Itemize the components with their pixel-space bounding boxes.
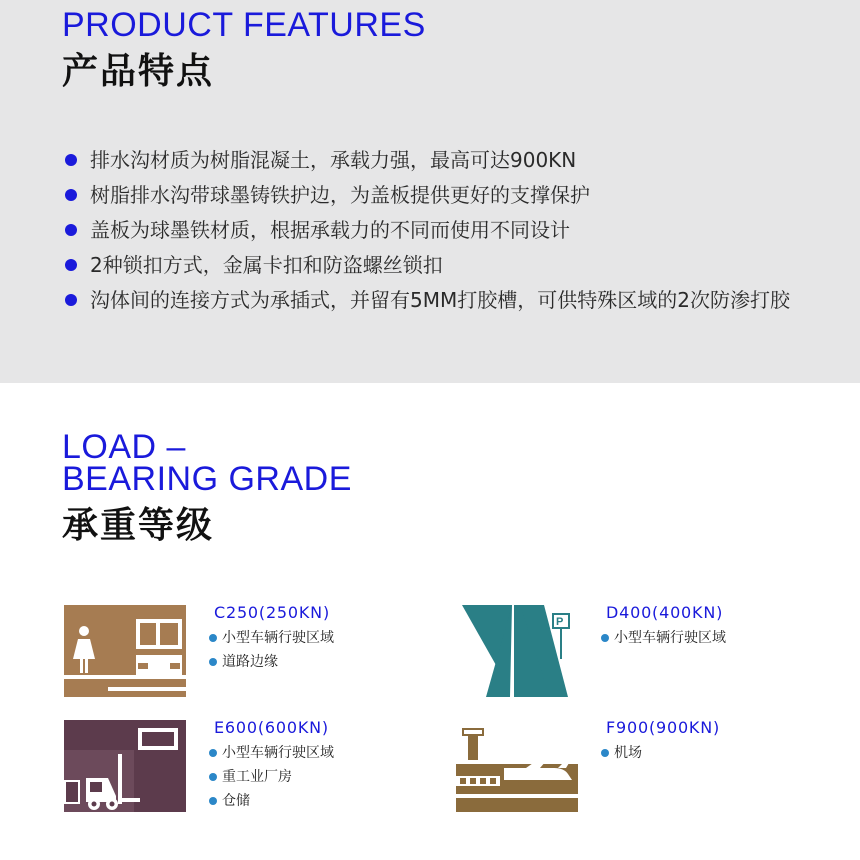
bullet-icon	[209, 658, 217, 666]
bullet-icon	[601, 749, 609, 757]
svg-text:P: P	[556, 616, 564, 628]
list-item: 小型车辆行驶区域	[601, 626, 726, 650]
feature-item: 2种锁扣方式，金属卡扣和防盗螺丝锁扣	[62, 249, 822, 281]
grade-usage-list	[209, 626, 334, 674]
grade-title: D400(400KN)	[606, 603, 724, 622]
grade-usage-list	[601, 626, 726, 650]
list-item: 小型车辆行驶区域	[209, 626, 334, 650]
grade-c250	[64, 600, 444, 700]
grade-f900	[456, 715, 836, 815]
load-title-cn: 承重等级	[62, 505, 215, 546]
bullet-icon	[65, 259, 77, 271]
feature-item: 树脂排水沟带球墨铸铁护边，为盖板提供更好的支撑保护	[62, 179, 822, 211]
bullet-icon	[209, 797, 217, 805]
bullet-icon	[209, 634, 217, 642]
bullet-icon	[209, 749, 217, 757]
airport-icon	[456, 720, 578, 812]
grade-title: E600(600KN)	[214, 718, 329, 737]
bullet-icon	[65, 294, 77, 306]
grade-usage-list	[209, 741, 334, 813]
bullet-icon	[65, 154, 77, 166]
features-title-en: PRODUCT FEATURES	[62, 6, 426, 44]
feature-item: 排水沟材质为树脂混凝土，承载力强，最高可达900KN	[62, 144, 822, 176]
grade-usage-list	[601, 741, 642, 765]
grade-e600	[64, 715, 444, 815]
list-item: 重工业厂房	[209, 765, 334, 789]
list-item: 道路边缘	[209, 650, 334, 674]
features-list	[62, 144, 822, 319]
bullet-icon	[65, 189, 77, 201]
grade-title: F900(900KN)	[606, 718, 721, 737]
load-title-en-line1: LOAD –	[62, 428, 186, 466]
load-title-en-line2: BEARING GRADE	[62, 460, 352, 498]
bullet-icon	[65, 224, 77, 236]
list-item: 机场	[601, 741, 642, 765]
pedestrian-sidewalk-icon	[64, 605, 186, 697]
features-title-cn: 产品特点	[62, 51, 215, 92]
bullet-icon	[209, 773, 217, 781]
list-item: 仓储	[209, 789, 334, 813]
product-features-section	[0, 0, 860, 383]
grade-title: C250(250KN)	[214, 603, 330, 622]
feature-item: 沟体间的连接方式为承插式，并留有5MM打胶槽，可供特殊区域的2次防渗打胶	[62, 284, 822, 316]
grade-d400	[456, 600, 836, 700]
feature-item: 盖板为球墨铁材质，根据承载力的不同而使用不同设计	[62, 214, 822, 246]
forklift-icon	[64, 720, 186, 812]
list-item: 小型车辆行驶区域	[209, 741, 334, 765]
bullet-icon	[601, 634, 609, 642]
road-parking-icon	[456, 605, 578, 697]
